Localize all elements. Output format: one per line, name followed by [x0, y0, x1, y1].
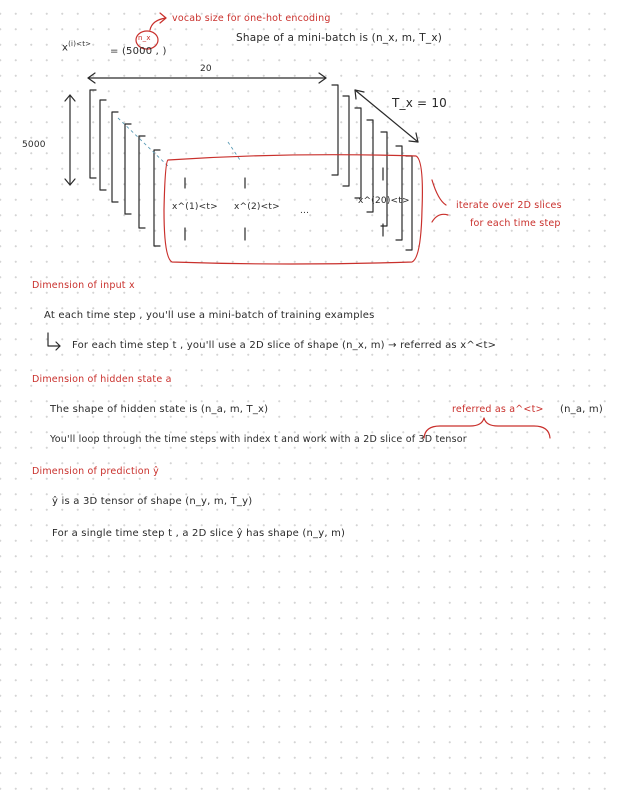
- x-label: $x^{(i)<t>}$: [62, 40, 92, 54]
- hidden-line-1: The shape of hidden state is (n_a, m, T_x): [50, 404, 269, 415]
- heading-prediction-dimension: Dimension of prediction ŷ: [32, 466, 159, 477]
- vocab-note: vocab size for one-hot encoding: [172, 13, 331, 24]
- iterate-note-2: for each time step: [470, 218, 561, 229]
- slice-ellipsis: ...: [300, 206, 310, 216]
- tx-label: T_x = 10: [392, 96, 447, 110]
- slice-label-1: x^(1)<t>: [172, 202, 218, 212]
- hidden-line-2: You'll loop through the time steps with index t and work with a 2D slice of 3D tensor: [50, 434, 467, 445]
- iterate-bracket: [432, 180, 446, 205]
- hidden-note-shape: (n_a, m): [560, 404, 603, 415]
- heading-input-dimension: Dimension of input x: [32, 280, 135, 291]
- input-line-1: At each time step , you'll use a mini-batch of training examples: [44, 310, 375, 321]
- minibatch-shape: Shape of a mini-batch is (n_x, m, T_x): [236, 32, 443, 44]
- shape-equation: = (5000 , ): [110, 46, 167, 57]
- slice-label-20: x^(20)<t>: [358, 196, 410, 206]
- prediction-line-2: For a single time step t , a 2D slice ŷ has shape (n_y, m): [52, 528, 346, 539]
- prediction-line-1: ŷ is a 3D tensor of shape (n_y, m, T_y): [52, 496, 253, 507]
- width-label: 20: [200, 64, 212, 74]
- hidden-note: referred as a^<t>: [452, 404, 544, 415]
- input-line-2: For each time step t , you'll use a 2D slice of shape (n_x, m) → referred as x^<t>: [72, 340, 497, 351]
- slice-label-2: x^(2)<t>: [234, 202, 280, 212]
- iterate-note-1: iterate over 2D slices: [456, 200, 562, 211]
- nx-circled-label: n_x: [138, 34, 151, 42]
- height-label: 5000: [22, 140, 46, 150]
- heading-hidden-dimension: Dimension of hidden state a: [32, 374, 172, 385]
